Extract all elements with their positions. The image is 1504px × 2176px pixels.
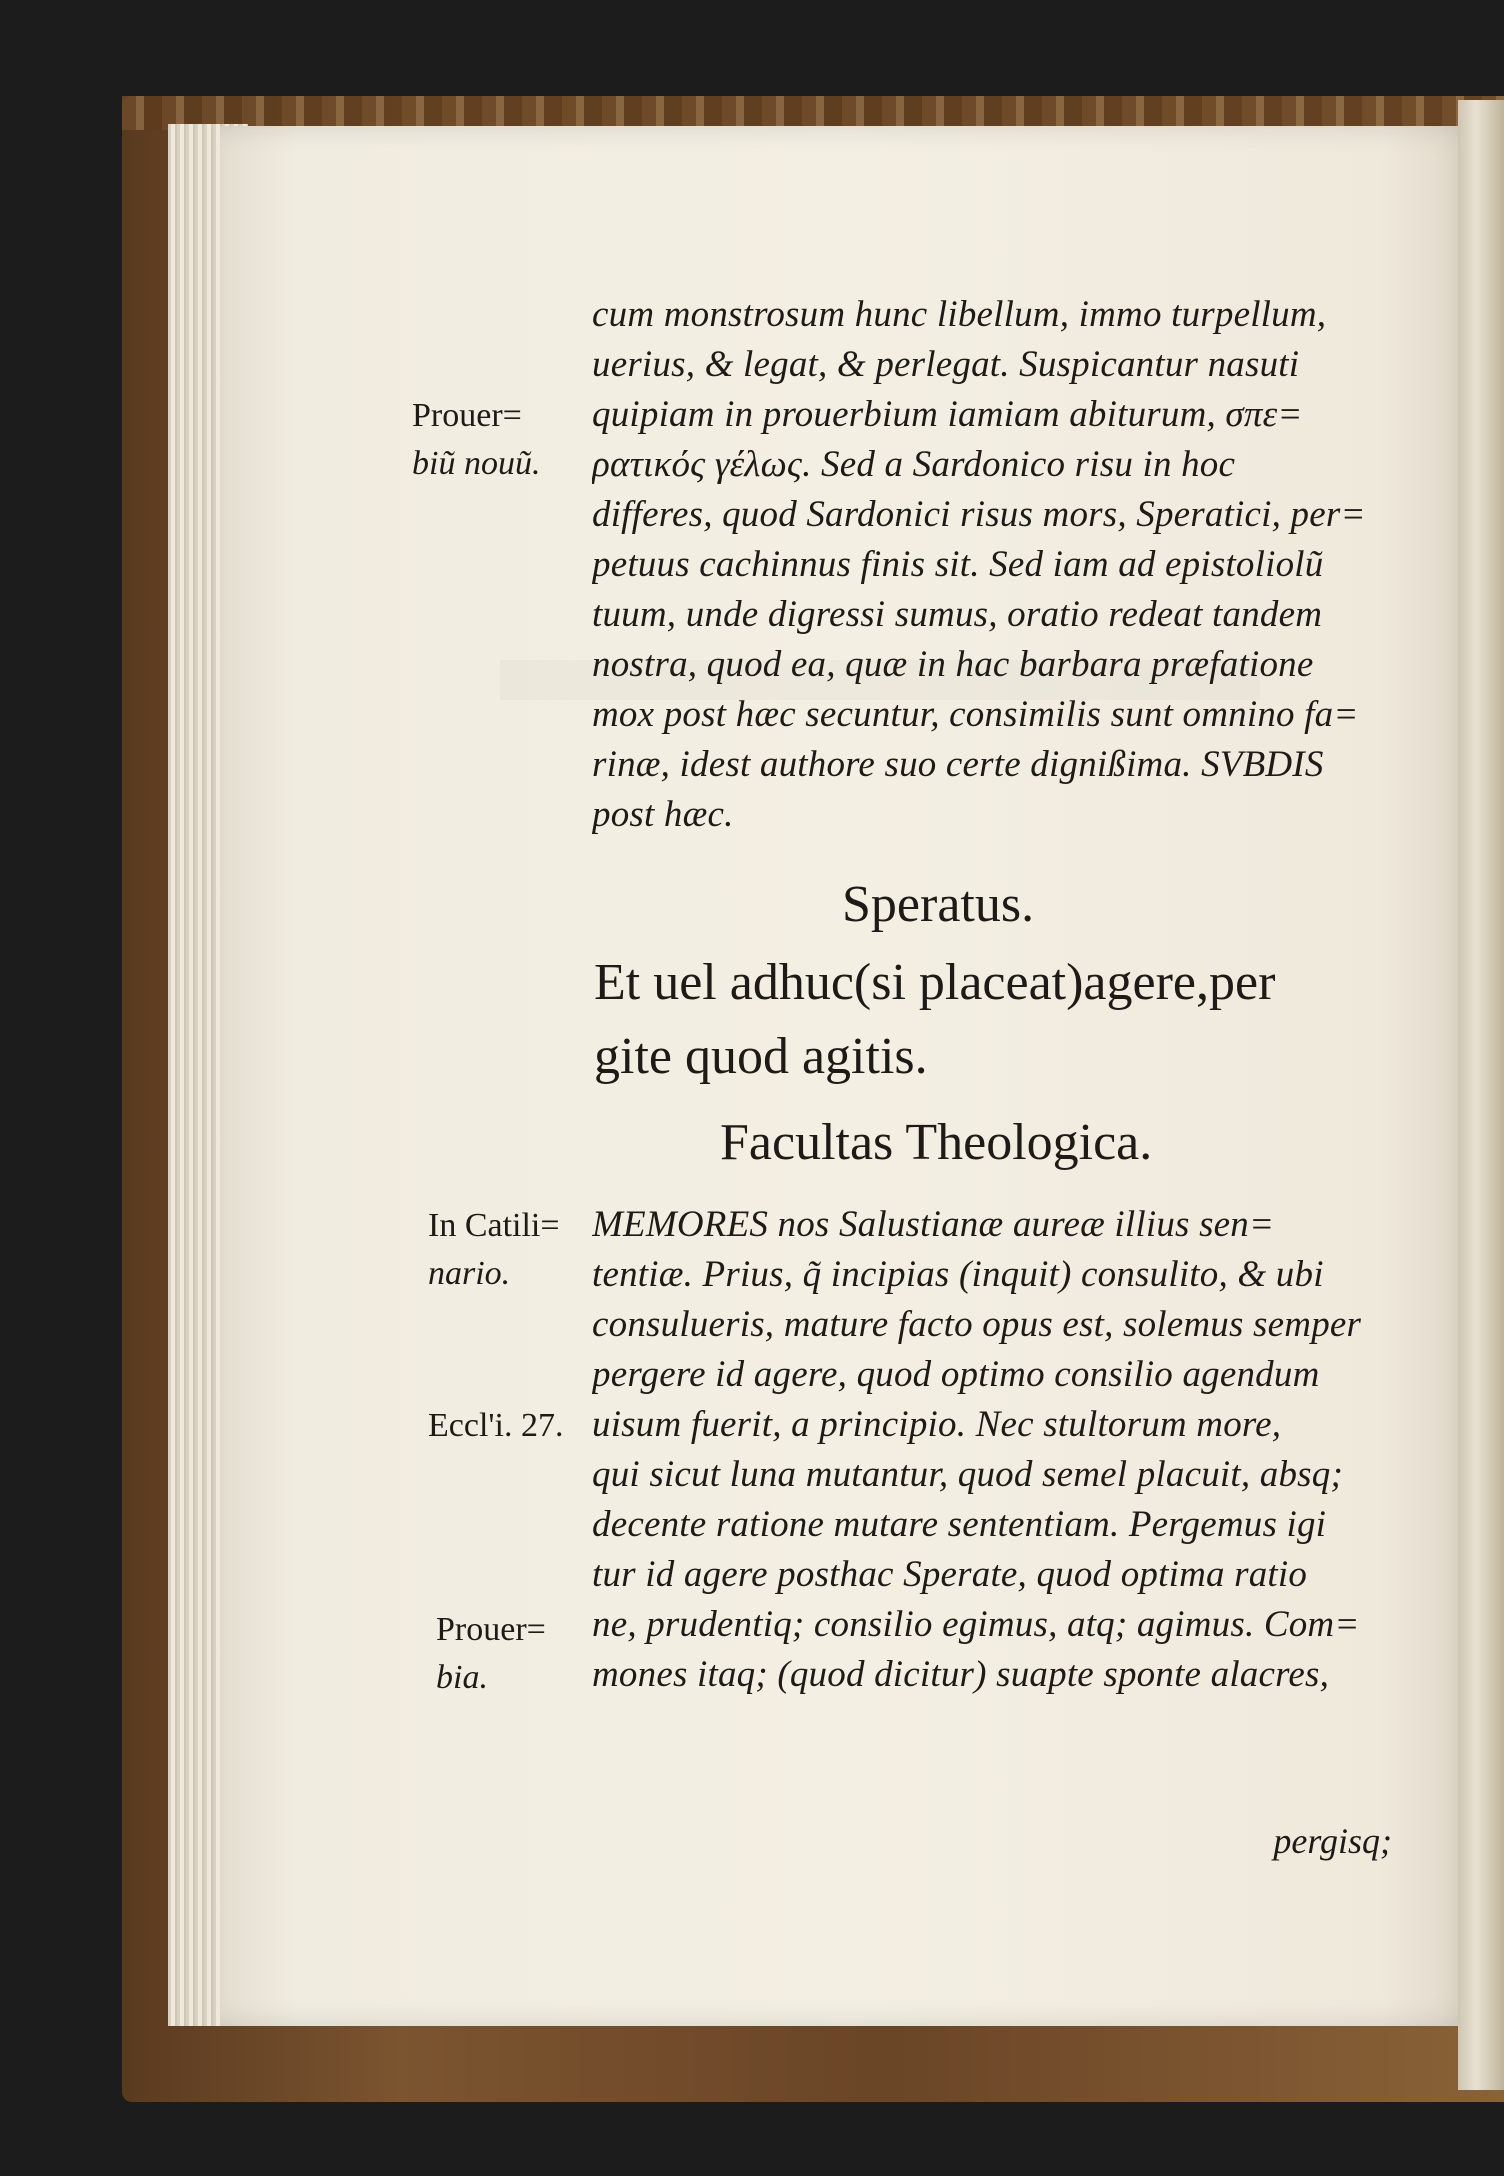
- body-line: decente ratione mutare sententiam. Pergemus igi: [592, 1504, 1327, 1545]
- margin-note: biũ nouũ.: [412, 445, 541, 482]
- body-line: tur id agere posthac Sperate, quod optima ratio: [592, 1554, 1308, 1595]
- body-line: cum monstrosum hunc libellum, immo turpellum,: [592, 294, 1327, 335]
- quote-line: Et uel adhuc(si placeat)agere,per: [594, 954, 1276, 1011]
- margin-note: nario.: [428, 1255, 511, 1292]
- speaker-heading: Facultas Theologica.: [720, 1114, 1153, 1171]
- body-line: pergere id agere, quod optimo consilio agendum: [592, 1354, 1320, 1395]
- body-line: qui sicut luna mutantur, quod semel placuit, absq;: [592, 1454, 1343, 1495]
- body-line: uisum fuerit, a principio. Nec stultorum more,: [592, 1404, 1282, 1445]
- body-line: mox post hæc secuntur, consimilis sunt omnino fa=: [592, 694, 1359, 735]
- body-line: rinæ, idest authore suo certe dignißima. SVBDIS: [592, 744, 1324, 785]
- body-line: post hæc.: [592, 794, 734, 835]
- body-line: tuum, unde digressi sumus, oratio redeat tandem: [592, 594, 1323, 635]
- body-line: ne, prudentiq; consilio egimus, atq; agimus. Com=: [592, 1604, 1360, 1645]
- margin-note: Prouer=: [412, 397, 522, 434]
- margin-note: Prouer=: [436, 1611, 546, 1648]
- body-line: ρατικός γέλως. Sed a Sardonico risu in hoc: [592, 444, 1236, 485]
- cover-edge-top: [122, 96, 1504, 130]
- body-line: nostra, quod ea, quæ in hac barbara præfatione: [592, 644, 1314, 685]
- body-line: quipiam in prouerbium iamiam abiturum, σπε=: [592, 394, 1303, 435]
- body-line: mones itaq; (quod dicitur) suapte sponte alacres,: [592, 1654, 1330, 1695]
- catchword: pergisq;: [1273, 1821, 1392, 1861]
- margin-note: bia.: [436, 1659, 488, 1696]
- body-line: tentiæ. Prius, q̃ incipias (inquit) consulito, & ubi: [592, 1254, 1324, 1295]
- body-line: petuus cachinnus finis sit. Sed iam ad epistoliolũ: [592, 544, 1324, 585]
- speaker-heading: Speratus.: [842, 876, 1035, 933]
- body-line: differes, quod Sardonici risus mors, Speratici, per=: [592, 494, 1366, 535]
- body-line: uerius, & legat, & perlegat. Suspicantur nasuti: [592, 344, 1300, 385]
- margin-note: In Catili=: [428, 1207, 560, 1244]
- body-line: MEMORES nos Salustianæ aureæ illius sen=: [592, 1204, 1275, 1245]
- body-line: consulueris, mature facto opus est, solemus semper: [592, 1304, 1362, 1345]
- spine-gutter: [1458, 100, 1504, 2090]
- quote-line: gite quod agitis.: [594, 1028, 928, 1085]
- margin-note: Eccl'i. 27.: [428, 1407, 564, 1444]
